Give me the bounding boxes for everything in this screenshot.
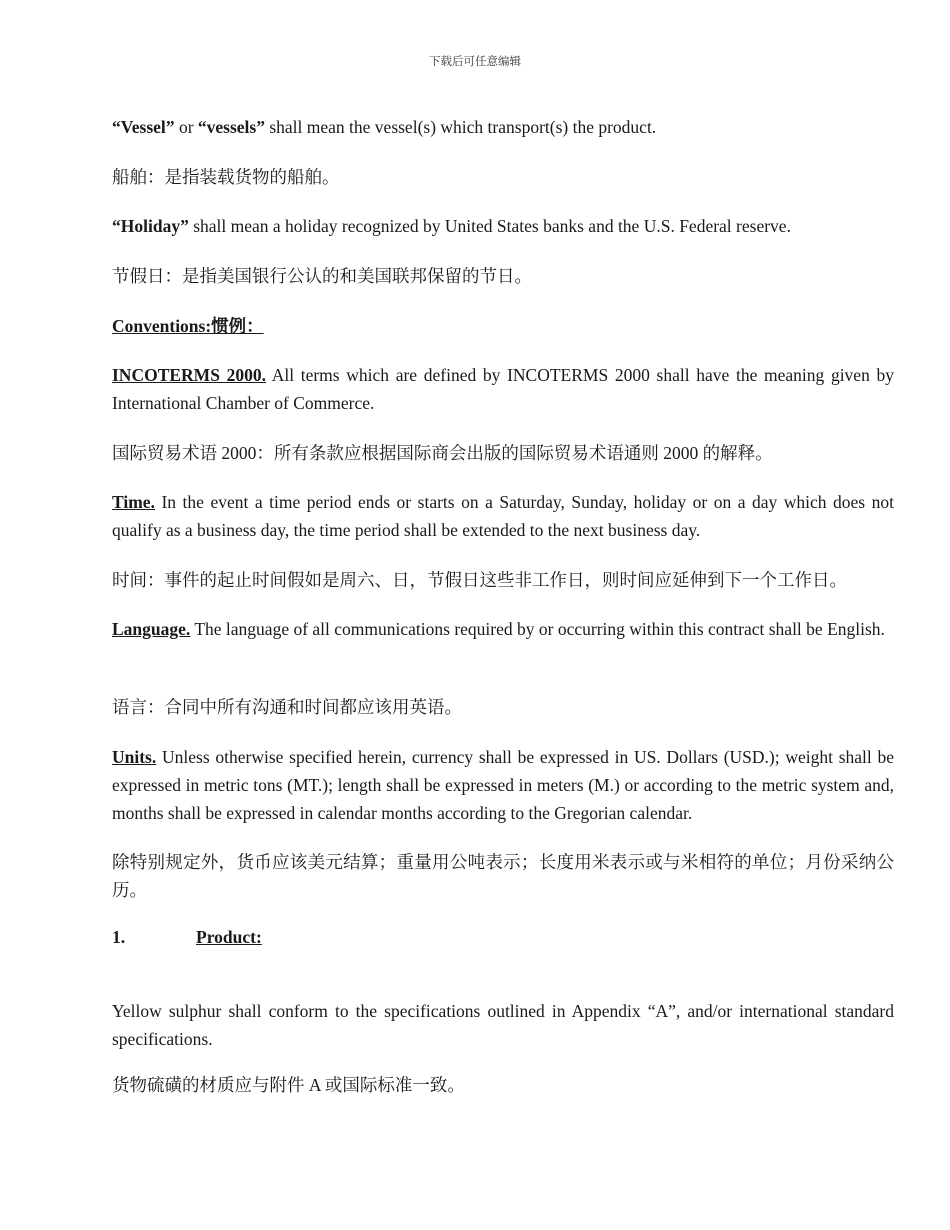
page-header: 下载后可任意编辑 [429,56,521,68]
product-heading-text: Product: [196,927,262,947]
section-number: 1. [112,927,126,947]
language-text: The language of all communications required by or occurring within this contract shall be English. [190,619,885,639]
vessel-definition [112,113,894,141]
incoterms-paragraph [112,361,894,417]
product-paragraph-zh: 货物硫磺的材质应与附件 A 或国际标准一致。 [112,1075,465,1095]
conventions-heading [112,312,894,340]
conventions-heading-text: Conventions:惯例： [112,316,264,336]
product-paragraph: Yellow sulphur shall conform to the specifications outlined in Appendix “A”, and/or international standard specifications. [112,1001,894,1049]
vessel-or: or [174,117,198,137]
time-term: Time. [112,492,155,512]
language-term: Language. [112,619,191,639]
vessel-term: “Vessel” [112,117,175,137]
language-paragraph [112,615,894,643]
vessel-definition-text: shall mean the vessel(s) which transport(s) the product. [264,117,657,137]
time-paragraph [112,488,894,544]
units-paragraph-zh: 除特别规定外，货币应该美元结算；重量用公吨表示；长度用米表示或与米相符的单位；月份采纳公历。 [112,852,894,900]
product-heading [112,923,894,951]
incoterms-paragraph-zh: 国际贸易术语 2000：所有条款应根据国际商会出版的国际贸易术语通则 2000 的解释。 [112,443,773,463]
language-paragraph-zh: 语言：合同中所有沟通和时间都应该用英语。 [112,697,462,717]
incoterms-text: All terms which are defined by INCOTERMS 2000 shall have the meaning given by International Chamber of Commerce. [112,365,894,413]
holiday-definition-text: shall mean a holiday recognized by United States banks and the U.S. Federal reserve. [188,216,791,236]
units-text: Unless otherwise specified herein, currency shall be expressed in US. Dollars (USD.); weight shall be expressed in metric tons (MT.); length shall be expressed in meters (M.) or according to the metric system and, months shall be expressed in calendar months according to the Gregorian calendar. [112,747,894,823]
units-term: Units. [112,747,157,767]
time-paragraph-zh: 时间：事件的起止时间假如是周六、日，节假日这些非工作日，则时间应延伸到下一个工作日。 [112,570,847,590]
units-paragraph [112,743,894,827]
vessels-term: “vessels” [197,117,265,137]
holiday-definition [112,212,894,240]
incoterms-term: INCOTERMS 2000. [112,365,266,385]
holiday-term: “Holiday” [112,216,189,236]
holiday-definition-zh: 节假日：是指美国银行公认的和美国联邦保留的节日。 [112,266,532,286]
vessel-definition-zh: 船舶：是指装载货物的船舶。 [112,167,340,187]
time-text: In the event a time period ends or starts on a Saturday, Sunday, holiday or on a day which does not qualify as a business day, the time period shall be extended to the next business day. [112,492,894,540]
